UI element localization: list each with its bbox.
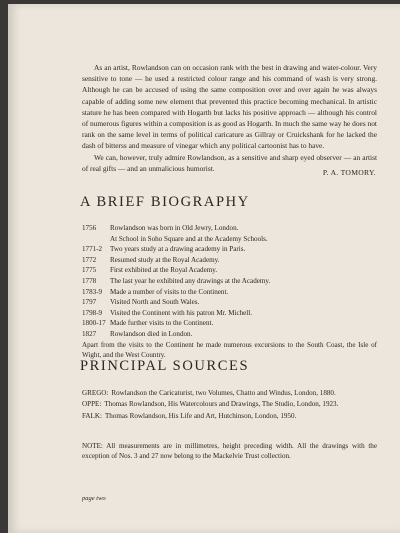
- biography-entry: [82, 255, 377, 266]
- entry-year: 1775: [82, 266, 97, 275]
- biography-entry: [82, 276, 377, 287]
- entry-text: Made further visits to the Continent.: [110, 319, 214, 328]
- entry-year: 1771-2: [82, 245, 103, 254]
- biography-list: [82, 223, 377, 361]
- entry-text: Two years study at a drawing academy in Paris.: [110, 245, 246, 254]
- biography-entry: [82, 287, 377, 298]
- measurements-note: NOTE: All measurements are in millimetres, height preceding width. All the drawings with the exception of Nos. 3 and 27 now belong to the Mackelvie Trust collection.: [82, 442, 377, 461]
- entry-text: Resumed study at the Royal Academy.: [110, 255, 220, 264]
- entry-text: Made a number of visits to the Continent.: [110, 287, 229, 296]
- entry-year: [82, 234, 110, 245]
- entry-year: 1783-9: [82, 287, 103, 296]
- source-item: [82, 388, 377, 398]
- entry-year: 1778: [82, 276, 97, 285]
- sources-heading: PRINCIPAL SOURCES: [80, 358, 250, 374]
- source-text: Thomas Rowlandson, His Life and Art, Hutchinson, London, 1950.: [104, 411, 297, 420]
- entry-year: 1827: [82, 329, 97, 338]
- entry-text: At School in Soho Square and at the Academy Schools.: [110, 234, 268, 243]
- intro-paragraph: As an artist, Rowlandson can on occasion rank with the best in drawing and water-colour. Very sensitive to tone — he used a restricted colour range and his command of wash is very strong. Although he can be accused of using the same composition over and over again he was always capable of adding some new element that prevented this practice becoming mechanical. In artistic stature he has been compared with Hogarth but lacks his positive approach — although his control of numerous figures within a composition is as good as Hogarth. In much the same way he does not rank on the same level in terms of political caricature as Gillray or Cruickshank for he lacked the dash of bitterss and measure of vinegar which any political cartoonist has to have.: [82, 63, 377, 151]
- source-item: [82, 399, 377, 409]
- biography-note: Apart from the visits to the Continent he made numerous excursions to the South Coast, the Isle of Wight, and the West Country.: [82, 340, 377, 360]
- biography-entry: [82, 329, 377, 340]
- entry-text: Rowlandson died in London.: [110, 329, 193, 338]
- source-item: [82, 411, 377, 421]
- entry-year: 1800-17: [82, 319, 106, 328]
- document-page: [8, 4, 400, 533]
- author-signature: P. A. TOMORY.: [322, 168, 376, 177]
- source-text: Thomas Rowlandson, His Watercolours and Drawings, The Studio, London, 1923.: [104, 400, 339, 409]
- biography-entry: [82, 234, 377, 245]
- biography-entry: [82, 308, 377, 319]
- biography-heading: A BRIEF BIOGRAPHY: [80, 194, 250, 210]
- biography-entry: [82, 223, 377, 234]
- entry-text: First exhibited at the Royal Academy.: [110, 266, 218, 275]
- source-key: GREGO:: [82, 389, 109, 397]
- biography-entry: [82, 265, 377, 276]
- source-text: Rowlandson the Caricaturist, two Volumes, Chatto and Windus, London, 1880.: [111, 389, 336, 397]
- entry-text: Rowlandson was born in Old Jewry, London.: [110, 224, 239, 232]
- source-key: OPPE:: [82, 400, 102, 409]
- biography-entry: [82, 244, 377, 255]
- biography-entry: [82, 297, 377, 308]
- entry-year: 1756: [82, 224, 97, 232]
- sources-list: [82, 388, 377, 422]
- page-number: page two: [82, 495, 106, 502]
- entry-year: 1798-9: [82, 308, 103, 317]
- entry-text: The last year he exhibited any drawings at the Academy.: [110, 276, 271, 285]
- entry-year: 1797: [82, 298, 97, 307]
- entry-text: Visited the Continent with his patron Mr. Michell.: [110, 308, 253, 317]
- source-key: FALK:: [82, 411, 102, 420]
- intro-paragraph: We can, however, truly admire Rowlandson, as a sensitive and sharp eyed observer — an artist of real gifts — and an unmalicious humorist.: [82, 152, 377, 173]
- biography-entry: [82, 318, 377, 329]
- entry-year: 1772: [82, 255, 97, 264]
- entry-text: Visited North and South Wales.: [110, 298, 200, 307]
- intro-text: [82, 62, 377, 174]
